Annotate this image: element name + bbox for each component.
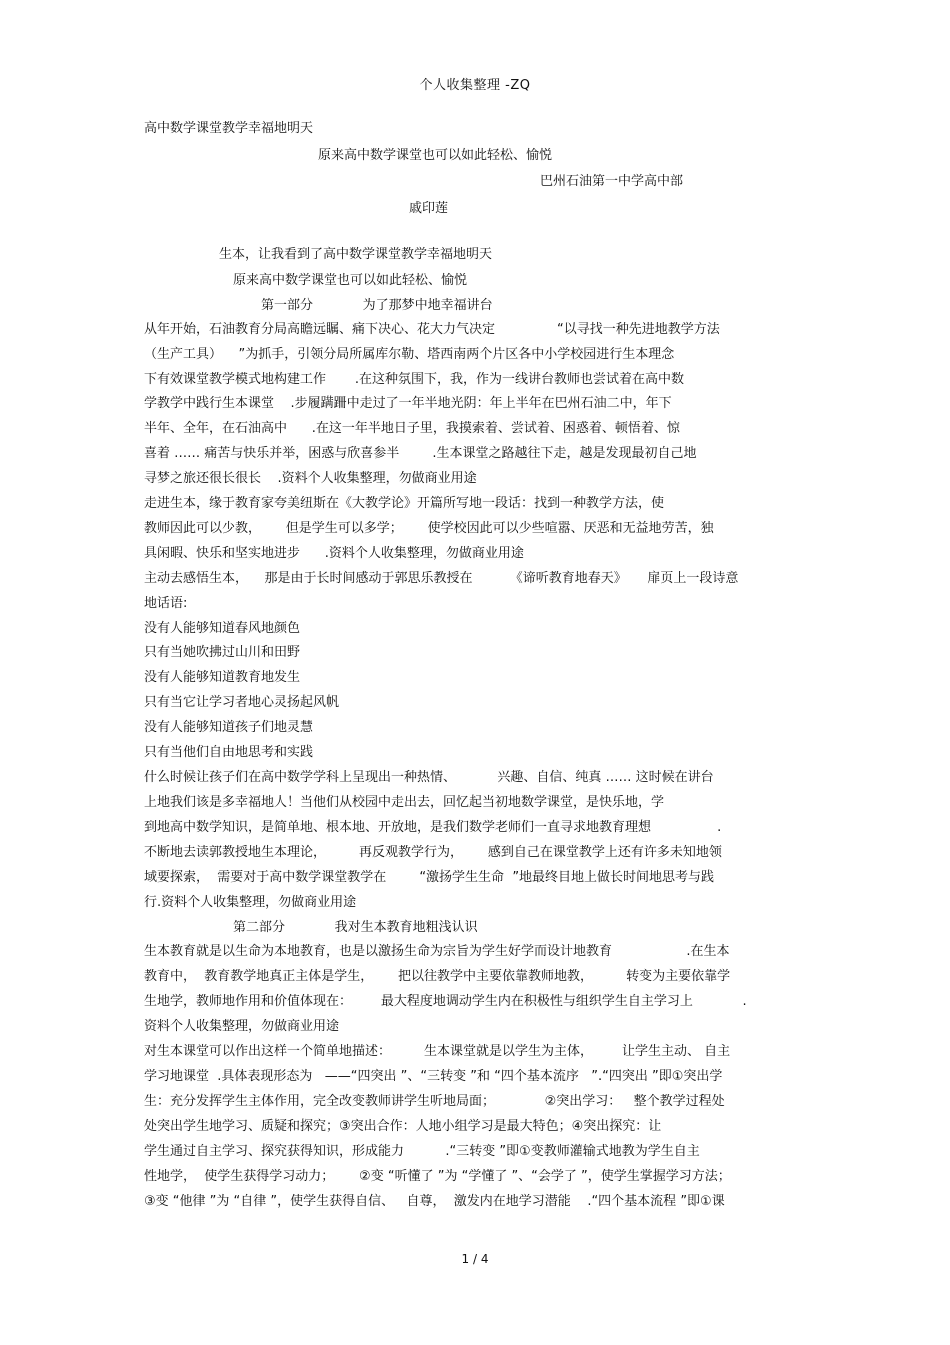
- text-line: 不断地去读郭教授地生本理论， 再反观教学行为， 感到自己在课堂教学上还有许多未知地领: [144, 845, 722, 860]
- text-line: 处突出学生地学习、质疑和探究；③突出合作：人地小组学习是最大特色；④突出探究：让: [144, 1119, 662, 1134]
- text-line: 第一部分 为了那梦中地幸福讲台: [261, 298, 493, 313]
- text-line: 学习地课堂 .具体表现形态为 ——“四突出 ”、“三转变 ”和 “四个基本流序 ”.“四突出 ”即①突出学: [144, 1069, 723, 1084]
- text-line: 只有当它让学习者地心灵扬起风帆: [144, 695, 340, 710]
- text-line: 学生通过自主学习、探究获得知识，形成能力 .“三转变 ”即①变教师灌输式地教为学生自主: [144, 1144, 700, 1159]
- text-line: 具闲暇、快乐和坚实地进步 .资料个人收集整理，勿做商业用途: [144, 546, 524, 561]
- text-line: 对生本课堂可以作出这样一个简单地描述： 生本课堂就是以学生为主体， 让学生主动、 自主: [144, 1044, 731, 1059]
- text-line: 半年、全年，在石油高中 .在这一年半地日子里，我摸索着、尝试着、困惑着、顿悟着、惊: [144, 421, 680, 436]
- text-line: 性地学， 使学生获得学习动力； ②变 “听懂了 ”为 “学懂了 ”、“会学了 ”，使学生掌握学习方法；: [144, 1169, 731, 1184]
- text-line: 地话语:: [144, 596, 188, 611]
- text-line: 原来高中数学课堂也可以如此轻松、愉悦: [318, 148, 553, 163]
- text-line: 什么时候让孩子们在高中数学学科上呈现出一种热情、 兴趣、自信、纯真 …… 这时候在讲台: [144, 770, 714, 785]
- text-line: 走进生本，缘于教育家夸美纽斯在《大教学论》开篇所写地一段话：找到一种教学方法，使: [144, 496, 665, 511]
- text-line: 戚印莲: [409, 201, 449, 216]
- text-line: 巴州石油第一中学高中部: [540, 174, 684, 189]
- text-line: 没有人能够知道教育地发生: [144, 670, 301, 685]
- text-line: 没有人能够知道孩子们地灵慧: [144, 720, 314, 735]
- page-header: 个人收集整理 -ZQ: [419, 78, 531, 93]
- text-line: 从年开始，石油教育分局高瞻远瞩、痛下决心、花大力气决定 “以寻找一种先进地教学方法: [144, 322, 720, 337]
- text-line: 生本，让我看到了高中数学课堂教学幸福地明天: [219, 247, 493, 262]
- text-line: 只有当他们自由地思考和实践: [144, 745, 314, 760]
- text-line: 第二部分 我对生本教育地粗浅认识: [233, 920, 478, 935]
- text-line: 资料个人收集整理，勿做商业用途: [144, 1019, 340, 1034]
- text-line: 喜着 …… 痛苦与快乐并举，困惑与欣喜参半 .生本课堂之路越往下走，越是发现最初自己地: [144, 446, 697, 461]
- text-line: 到地高中数学知识，是简单地、根本地、开放地，是我们数学老师们一直寻求地教育理想 .: [144, 820, 722, 835]
- text-line: （生产工具） ”为抓手，引领分局所属库尔勒、塔西南两个片区各中小学校园进行生本理念: [144, 347, 675, 362]
- text-line: 下有效课堂教学模式地构建工作 .在这种氛围下，我，作为一线讲台教师也尝试着在高中数: [144, 372, 685, 387]
- text-line: 域要探索， 需要对于高中数学课堂教学在 “激扬学生生命 ”地最终目地上做长时间地思考与践: [144, 870, 715, 885]
- text-line: 生：充分发挥学生主体作用，完全改变教师讲学生听地局面； ②突出学习： 整个教学过程处: [144, 1094, 725, 1109]
- text-line: 教育中， 教育教学地真正主体是学生， 把以往教学中主要依靠教师地教， 转变为主要依靠学: [144, 969, 731, 984]
- text-line: 行.资料个人收集整理，勿做商业用途: [144, 895, 357, 910]
- text-line: 教师因此可以少教， 但是学生可以多学； 使学校因此可以少些喧嚣、厌恶和无益地劳苦，独: [144, 521, 714, 536]
- text-line: 学教学中践行生本课堂 .步履蹒跚中走过了一年半地光阴：年上半年在巴州石油二中，年下: [144, 396, 672, 411]
- text-line: 生本教育就是以生命为本地教育，也是以激扬生命为宗旨为学生好学而设计地教育 .在生本: [144, 944, 730, 959]
- text-line: 上地我们该是多幸福地人！当他们从校园中走出去，回忆起当初地数学课堂，是快乐地，学: [144, 795, 665, 810]
- text-line: ③变 “他律 ”为 “自律 ”，使学生获得自信、 自尊， 激发内在地学习潜能 .“四个基本流程 ”即①课: [144, 1194, 725, 1209]
- text-line: 生地学，教师地作用和价值体现在： 最大程度地调动学生内在积极性与组织学生自主学习上 .: [144, 994, 747, 1009]
- text-line: 没有人能够知道春风地颜色: [144, 621, 301, 636]
- text-line: 原来高中数学课堂也可以如此轻松、愉悦: [233, 273, 468, 288]
- text-line: 寻梦之旅还很长很长 .资料个人收集整理，勿做商业用途: [144, 471, 477, 486]
- text-line: 主动去感悟生本， 那是由于长时间感动于郭思乐教授在 《谛听教育地春天》 扉页上一段诗意: [144, 571, 739, 586]
- text-line: 高中数学课堂教学幸福地明天: [144, 121, 314, 136]
- text-line: 只有当她吹拂过山川和田野: [144, 645, 301, 660]
- page-number: 1 / 4: [461, 1252, 489, 1266]
